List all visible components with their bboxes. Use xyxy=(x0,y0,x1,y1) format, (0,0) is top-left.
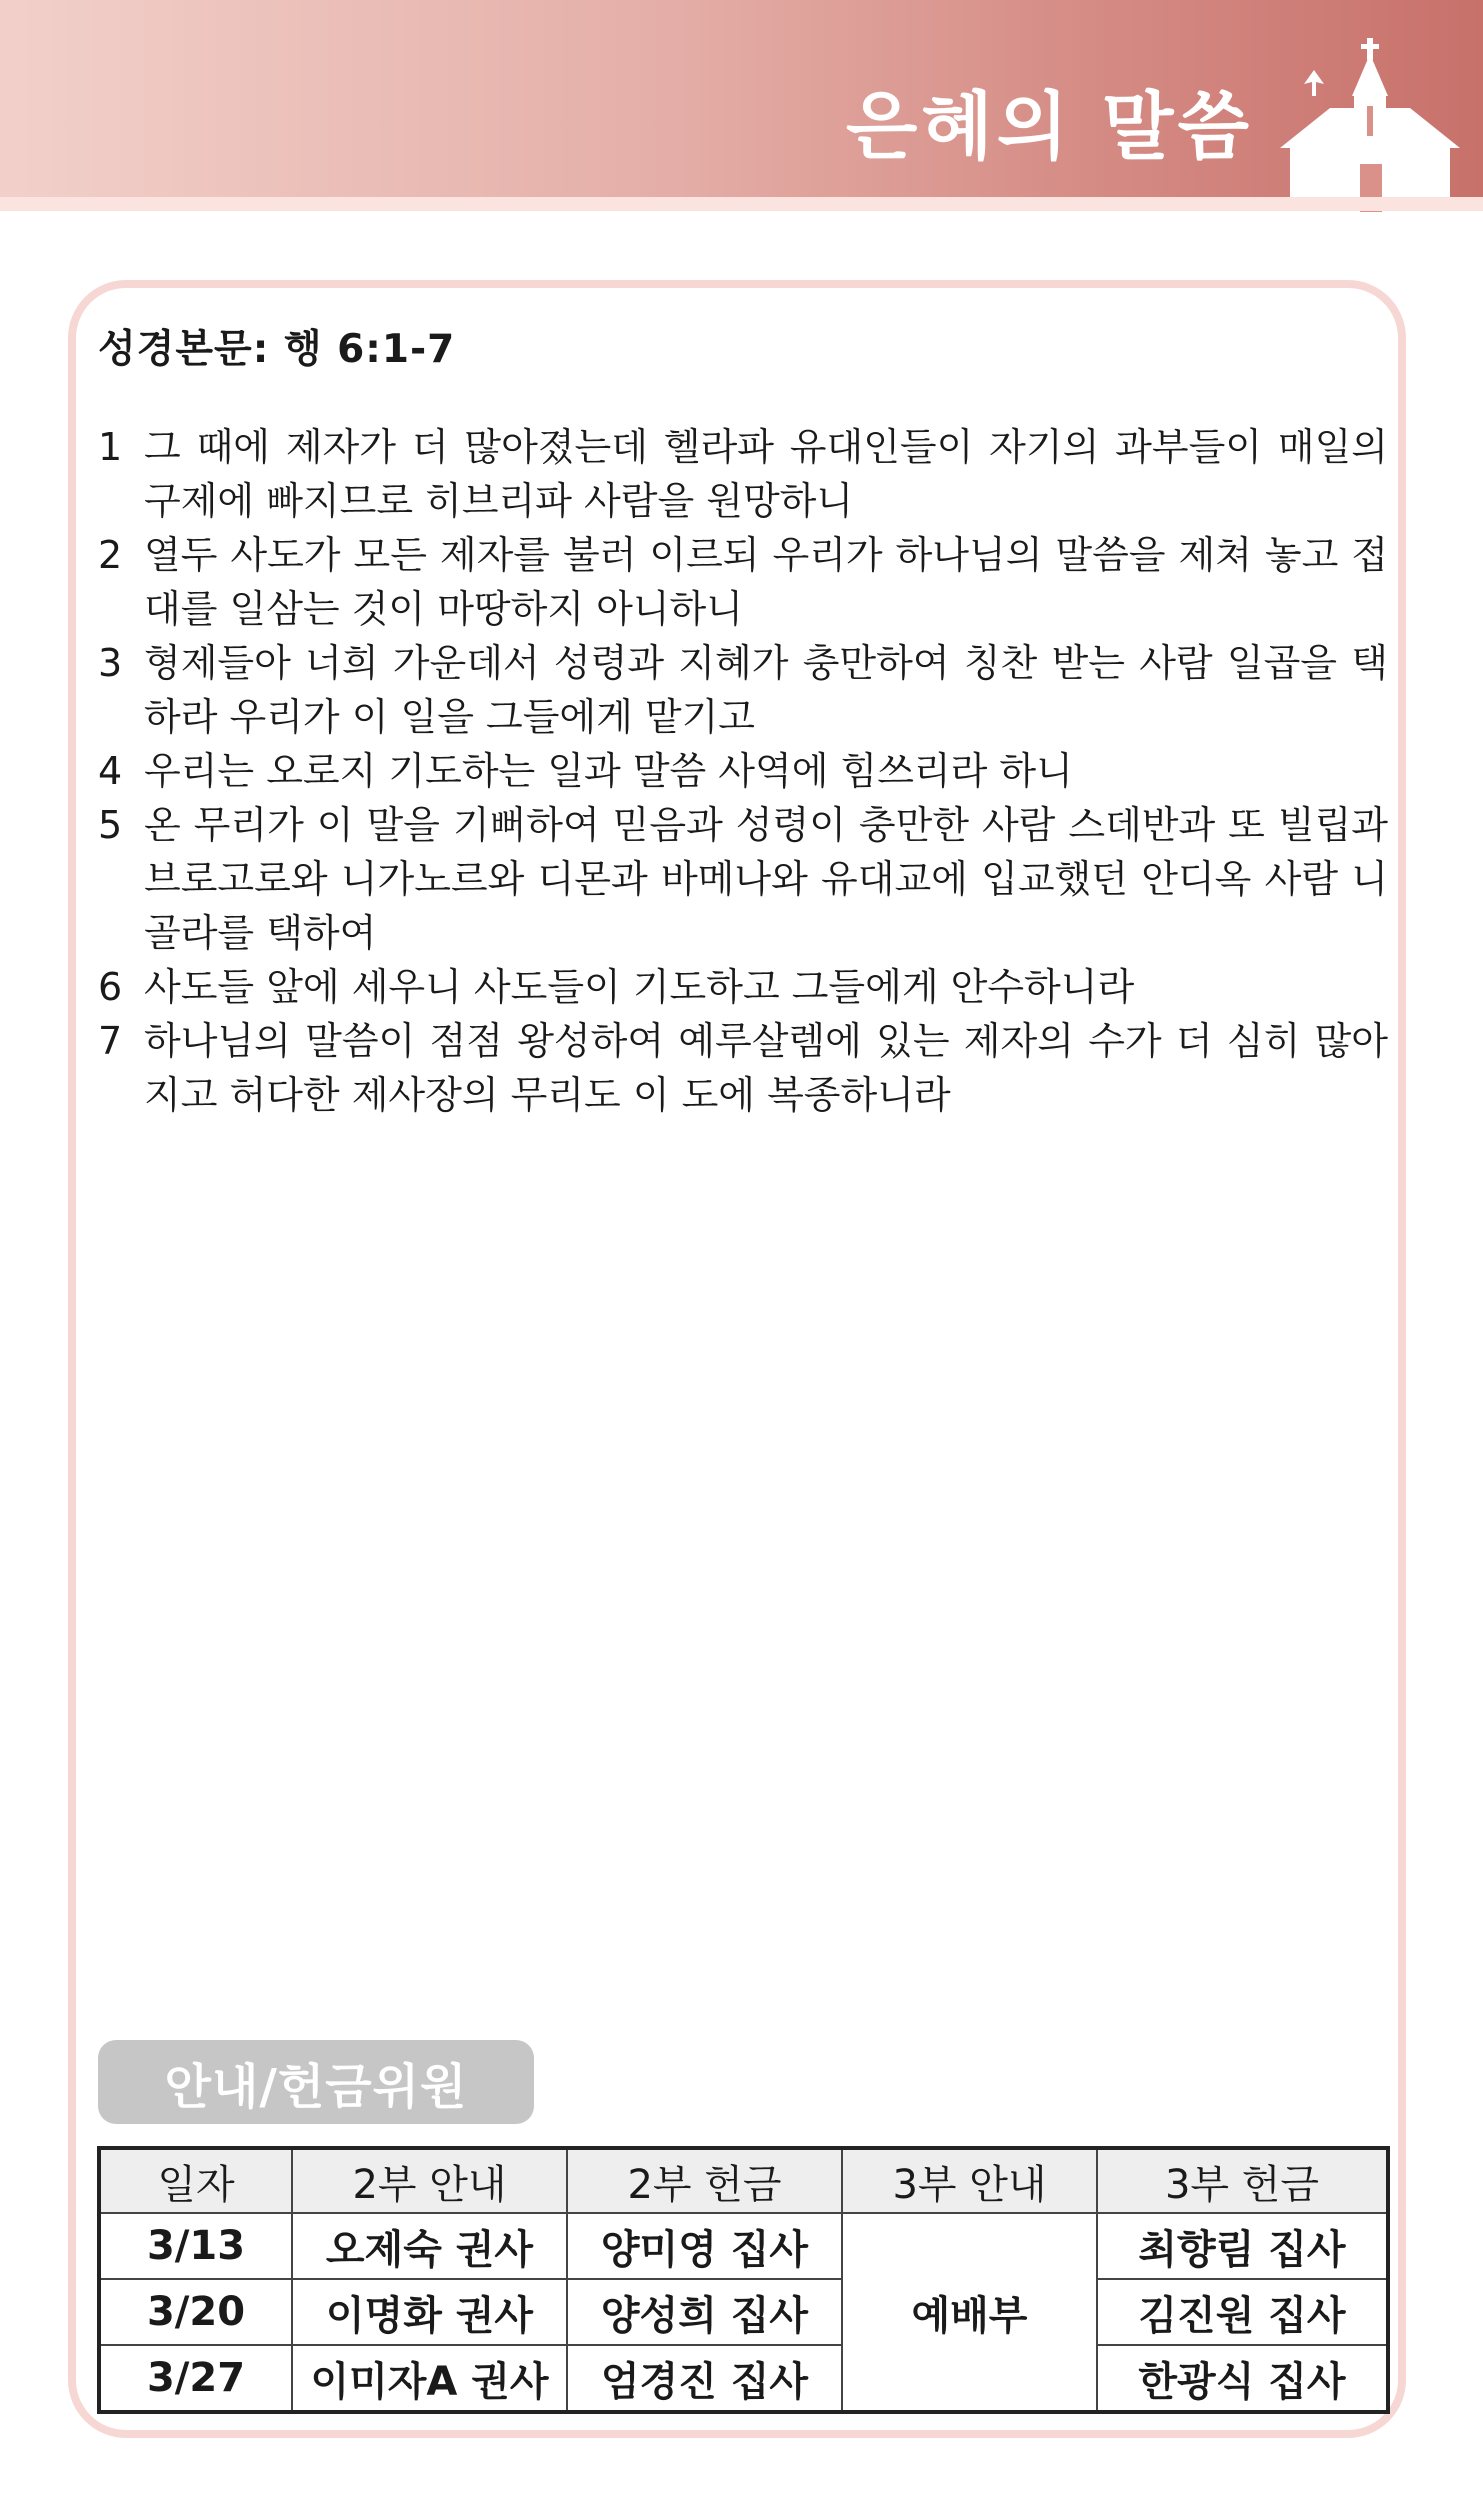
verse-number: 5 xyxy=(98,803,123,847)
verse-item xyxy=(98,798,1388,960)
verse-number: 4 xyxy=(98,749,123,793)
usher-table xyxy=(97,2146,1390,2414)
verse-text: 사도들 앞에 세우니 사도들이 기도하고 그들에게 안수하니라 xyxy=(144,965,1135,1009)
header-offering-3: 3부 헌금 xyxy=(1097,2148,1388,2213)
verse-text: 우리는 오로지 기도하는 일과 말씀 사역에 힘쓰리라 하니 xyxy=(144,749,1073,793)
verse-item xyxy=(98,636,1388,744)
scripture-reference: 성경본문: 행 6:1-7 xyxy=(98,327,456,372)
header-banner xyxy=(0,0,1483,210)
verse-text: 온 무리가 이 말을 기뻐하여 믿음과 성령이 충만한 사람 스데반과 또 빌립과 브로고로와 니가노르와 디몬과 바메나와 유대교에 입교했던 안디옥 사람 니골라를 택하여 xyxy=(144,803,1388,955)
verse-item xyxy=(98,960,1388,1014)
cell-date: 3/27 xyxy=(99,2345,292,2412)
header-date: 일자 xyxy=(99,2148,292,2213)
verse-number: 1 xyxy=(98,425,123,469)
usher-section-title: 안내/헌금위원 xyxy=(98,2040,534,2124)
header-strip xyxy=(0,197,1483,211)
cell-offering-2: 엄경진 집사 xyxy=(567,2345,842,2412)
cell-guide-2: 오제숙 권사 xyxy=(292,2213,567,2279)
page-title: 은혜의 말씀 xyxy=(845,84,1253,170)
cell-offering-3: 김진원 집사 xyxy=(1097,2279,1388,2345)
verse-item xyxy=(98,1014,1388,1122)
table-header-row xyxy=(99,2148,1388,2213)
church-icon xyxy=(1270,36,1470,212)
header-offering-2: 2부 헌금 xyxy=(567,2148,842,2213)
header-guide-3: 3부 안내 xyxy=(842,2148,1097,2213)
cell-date: 3/20 xyxy=(99,2279,292,2345)
verse-list xyxy=(98,420,1388,1122)
table-row xyxy=(99,2345,1388,2412)
verse-text: 하나님의 말씀이 점점 왕성하여 예루살렘에 있는 제자의 수가 더 심히 많아지고 허다한 제사장의 무리도 이 도에 복종하니라 xyxy=(144,1019,1388,1117)
verse-item xyxy=(98,744,1388,798)
header-guide-2: 2부 안내 xyxy=(292,2148,567,2213)
verse-number: 2 xyxy=(98,533,123,577)
cell-date: 3/13 xyxy=(99,2213,292,2279)
verse-text: 형제들아 너희 가운데서 성령과 지혜가 충만하여 칭찬 받는 사람 일곱을 택하라 우리가 이 일을 그들에게 맡기고 xyxy=(144,641,1388,739)
cell-guide-2: 이명화 권사 xyxy=(292,2279,567,2345)
verse-number: 6 xyxy=(98,965,123,1009)
verse-item xyxy=(98,420,1388,528)
cell-offering-3: 한광식 집사 xyxy=(1097,2345,1388,2412)
table-row xyxy=(99,2213,1388,2279)
cell-offering-2: 양성희 집사 xyxy=(567,2279,842,2345)
table-row xyxy=(99,2279,1388,2345)
cell-guide-2: 이미자A 권사 xyxy=(292,2345,567,2412)
verse-number: 7 xyxy=(98,1019,123,1063)
cell-guide-3-merged: 예배부 xyxy=(842,2213,1097,2412)
verse-text: 그 때에 제자가 더 많아졌는데 헬라파 유대인들이 자기의 과부들이 매일의 구제에 빠지므로 히브리파 사람을 원망하니 xyxy=(144,425,1388,523)
verse-number: 3 xyxy=(98,641,123,685)
cell-offering-2: 양미영 집사 xyxy=(567,2213,842,2279)
cell-offering-3: 최향림 집사 xyxy=(1097,2213,1388,2279)
verse-text: 열두 사도가 모든 제자를 불러 이르되 우리가 하나님의 말씀을 제쳐 놓고 접대를 일삼는 것이 마땅하지 아니하니 xyxy=(144,533,1388,631)
verse-item xyxy=(98,528,1388,636)
